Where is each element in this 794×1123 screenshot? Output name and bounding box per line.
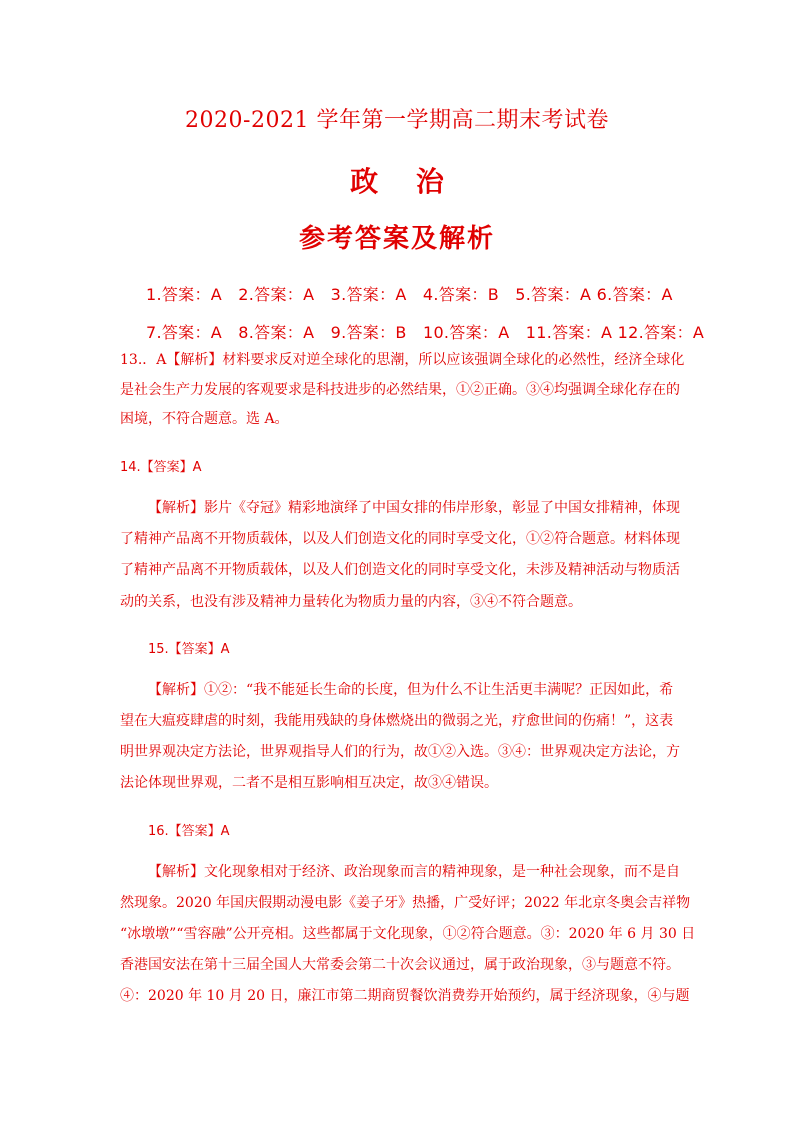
q16-line-5: ④：2020 年 10 月 20 日，廉江市第二期商贸餐饮消费券开始预约，属于经济现象，④与题 xyxy=(120,988,690,1004)
q15-answer: 15.【答案】A xyxy=(148,642,230,657)
q15-line-1: 【解析】①②：“我不能延长生命的长度，但为什么不让生活更丰满呢？正因如此，希 xyxy=(148,682,674,698)
q13-line-3: 困境，不符合题意。选 A。 xyxy=(120,411,289,427)
q15-line-4: 法论体现世界观，二者不是相互影响相互决定，故③④错误。 xyxy=(120,775,498,791)
subject-title: 政 治 xyxy=(350,165,458,198)
q14-line-3: 了精神产品离不开物质载体，以及人们创造文化的同时享受文化，未涉及精神活动与物质活 xyxy=(120,562,680,578)
q14-answer: 14.【答案】A xyxy=(120,460,202,475)
q16-line-3: “冰墩墩”“雪容融”公开亮相。这些都属于文化现象，①②符合题意。③：2020 年 6 月 30 日 xyxy=(120,926,696,942)
exam-title: 2020-2021 学年第一学期高二期末考试卷 xyxy=(185,108,609,133)
q14-line-1: 【解析】影片《夺冠》精彩地演绎了中国女排的伟岸形象，彰显了中国女排精神，体现 xyxy=(148,500,680,516)
q13-line-1: 13.．A【解析】材料要求反对逆全球化的思潮，所以应该强调全球化的必然性，经济全球化 xyxy=(120,352,685,368)
q16-line-1: 【解析】文化现象相对于经济、政治现象而言的精神现象，是一种社会现象，而不是自 xyxy=(148,864,680,880)
q16-answer: 16.【答案】A xyxy=(148,824,230,839)
q15-line-3: 明世界观决定方法论，世界观指导人们的行为，故①②入选。③④：世界观决定方法论，方 xyxy=(120,744,680,760)
q13-line-2: 是社会生产力发展的客观要求是科技进步的必然结果，①②正确。③④均强调全球化存在的 xyxy=(120,382,680,398)
q15-line-2: 望在大瘟疫肆虐的时刻，我能用残缺的身体燃烧出的微弱之光，疗愈世间的伤痛！”，这表 xyxy=(120,713,674,729)
q14-line-4: 动的关系，也没有涉及精神力量转化为物质力量的内容，③④不符合题意。 xyxy=(120,594,582,610)
answers-row-2: 7.答案：A 8.答案：A 9.答案：B 10.答案：A 11.答案：A 12.答案：A xyxy=(146,323,705,342)
section-title: 参考答案及解析 xyxy=(298,224,495,254)
q16-line-2: 然现象。2020 年国庆假期动漫电影《姜子牙》热播，广受好评；2022 年北京冬奥会吉祥物 xyxy=(120,895,691,911)
answers-row-1: 1.答案：A 2.答案：A 3.答案：A 4.答案：B 5.答案：A 6.答案：A xyxy=(146,285,673,304)
q14-line-2: 了精神产品离不开物质载体，以及人们创造文化的同时享受文化，①②符合题意。材料体现 xyxy=(120,531,680,547)
q16-line-4: 香港国安法在第十三届全国人大常委会第二十次会议通过，属于政治现象，③与题意不符。 xyxy=(120,957,680,973)
